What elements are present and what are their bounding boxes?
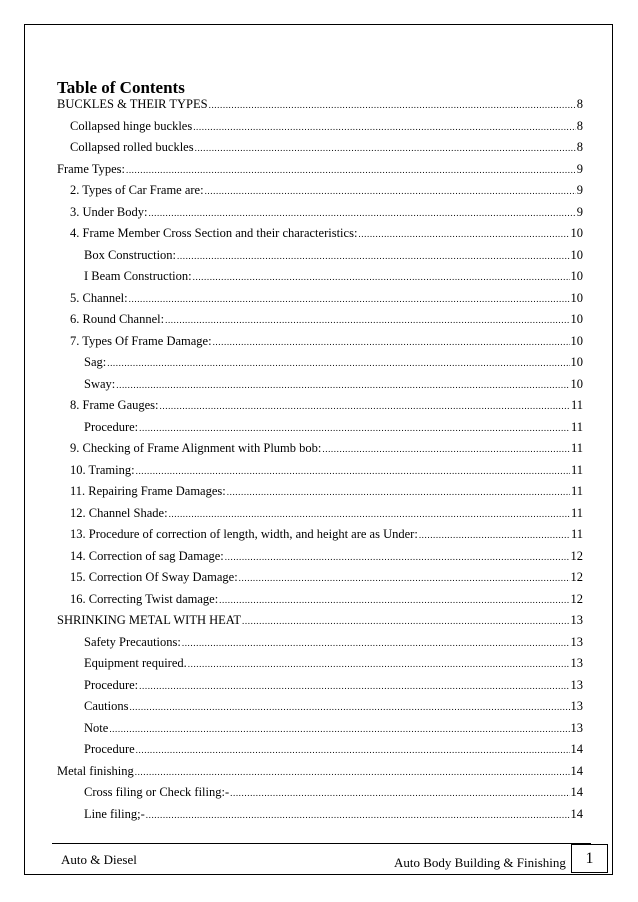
- toc-entry-page: 14: [570, 742, 583, 756]
- toc-entry[interactable]: [57, 698, 583, 720]
- toc-entry[interactable]: [57, 290, 583, 312]
- toc-entry[interactable]: [57, 483, 583, 505]
- toc-entry[interactable]: [57, 204, 583, 226]
- toc-entry-label: 8. Frame Gauges:: [70, 398, 159, 412]
- toc-entry-page: 13: [570, 613, 583, 627]
- toc-title: Table of Contents: [57, 78, 185, 97]
- toc-list: [57, 96, 583, 827]
- toc-entry[interactable]: [57, 182, 583, 204]
- toc-entry-page: 11: [570, 527, 583, 541]
- toc-entry-page: 8: [576, 97, 583, 111]
- toc-entry-page: 13: [570, 720, 583, 735]
- toc-dot-leader: [225, 549, 570, 565]
- toc-dot-leader: [239, 570, 570, 586]
- toc-entry-page: 12: [570, 591, 583, 606]
- toc-entry-label: 9. Checking of Frame Alignment with Plumb bob:: [70, 441, 322, 455]
- toc-entry-page: 13: [570, 656, 583, 670]
- toc-dot-leader: [227, 484, 570, 500]
- toc-entry-page: 11: [570, 484, 583, 498]
- toc-dot-leader: [136, 742, 570, 758]
- toc-entry[interactable]: [57, 161, 583, 183]
- toc-entry-label: Frame Types:: [57, 161, 125, 176]
- toc-entry-page: 12: [570, 548, 583, 563]
- toc-dot-leader: [242, 613, 569, 629]
- toc-entry-label: Sway:: [84, 376, 116, 391]
- toc-entry[interactable]: [57, 548, 583, 570]
- toc-entry[interactable]: [57, 354, 583, 376]
- toc-dot-leader: [148, 205, 575, 221]
- toc-entry[interactable]: [57, 440, 583, 462]
- toc-entry-label: Collapsed rolled buckles: [70, 140, 194, 154]
- toc-entry-label: Safety Precautions:: [84, 634, 181, 649]
- toc-entry-page: 11: [570, 462, 583, 477]
- toc-entry-label: Note: [84, 720, 109, 735]
- toc-dot-leader: [126, 162, 576, 178]
- toc-entry-label: SHRINKING METAL WITH HEAT: [57, 613, 242, 627]
- toc-entry-page: 14: [570, 763, 583, 778]
- toc-dot-leader: [135, 764, 570, 780]
- toc-entry[interactable]: [57, 612, 583, 634]
- toc-dot-leader: [419, 527, 570, 543]
- toc-entry[interactable]: [57, 505, 583, 527]
- toc-entry-label: 3. Under Body:: [70, 204, 148, 219]
- page-number: 1: [585, 849, 594, 867]
- toc-entry-page: 9: [576, 204, 583, 219]
- toc-entry-label: 7. Types Of Frame Damage:: [70, 333, 212, 348]
- toc-entry-page: 10: [570, 312, 583, 326]
- toc-dot-leader: [129, 291, 570, 307]
- page-number-box: [571, 844, 608, 873]
- toc-entry[interactable]: [57, 720, 583, 742]
- toc-dot-leader: [169, 506, 570, 522]
- toc-dot-leader: [116, 377, 569, 393]
- toc-entry-label: Procedure:: [84, 419, 139, 434]
- footer-right-text: Auto Body Building & Finishing: [394, 855, 566, 870]
- toc-dot-leader: [129, 699, 569, 715]
- footer-divider: [52, 843, 591, 844]
- toc-entry[interactable]: [57, 569, 583, 591]
- toc-entry-page: 11: [570, 505, 583, 520]
- toc-entry[interactable]: [57, 397, 583, 419]
- toc-dot-leader: [139, 420, 570, 436]
- toc-dot-leader: [230, 785, 569, 801]
- toc-entry-page: 10: [570, 376, 583, 391]
- toc-entry-label: 2. Types of Car Frame are:: [70, 183, 204, 197]
- toc-entry-label: Metal finishing: [57, 763, 134, 778]
- toc-dot-leader: [165, 312, 569, 328]
- toc-dot-leader: [322, 441, 570, 457]
- toc-entry[interactable]: [57, 311, 583, 333]
- toc-dot-leader: [188, 656, 570, 672]
- toc-entry-label: 6. Round Channel:: [70, 312, 165, 326]
- toc-entry-page: 10: [570, 355, 583, 369]
- toc-entry[interactable]: [57, 526, 583, 548]
- toc-entry[interactable]: [57, 784, 583, 806]
- toc-entry-label: I Beam Construction:: [84, 269, 192, 283]
- toc-dot-leader: [213, 334, 570, 350]
- toc-dot-leader: [182, 635, 570, 651]
- toc-entry[interactable]: [57, 462, 583, 484]
- toc-entry-label: 16. Correcting Twist damage:: [70, 591, 219, 606]
- toc-entry-label: 14. Correction of sag Damage:: [70, 548, 224, 563]
- toc-entry-page: 10: [570, 226, 583, 240]
- toc-dot-leader: [136, 463, 570, 479]
- toc-dot-leader: [107, 355, 569, 371]
- toc-entry-label: Line filing;-: [84, 806, 145, 821]
- toc-entry-page: 10: [570, 333, 583, 348]
- toc-dot-leader: [177, 248, 569, 264]
- toc-entry-label: Collapsed hinge buckles: [70, 118, 193, 133]
- toc-entry[interactable]: [57, 806, 583, 828]
- toc-entry[interactable]: [57, 677, 583, 699]
- toc-entry-page: 11: [570, 441, 583, 455]
- toc-entry[interactable]: [57, 763, 583, 785]
- toc-dot-leader: [209, 97, 576, 113]
- toc-entry-label: 5. Channel:: [70, 290, 128, 305]
- toc-entry[interactable]: [57, 376, 583, 398]
- toc-entry-label: Cautions: [84, 699, 129, 713]
- toc-dot-leader: [193, 119, 576, 135]
- toc-entry-page: 8: [576, 118, 583, 133]
- toc-entry-page: 13: [570, 699, 583, 713]
- toc-entry-page: 10: [570, 247, 583, 262]
- toc-entry-label: BUCKLES & THEIR TYPES: [57, 97, 208, 111]
- toc-entry-label: Cross filing or Check filing:-: [84, 785, 230, 799]
- toc-entry-label: 11. Repairing Frame Damages:: [70, 484, 226, 498]
- toc-entry[interactable]: [57, 419, 583, 441]
- toc-dot-leader: [195, 140, 576, 156]
- toc-entry-label: Equipment required.: [84, 656, 187, 670]
- footer-left-text: Auto & Diesel: [61, 852, 137, 867]
- toc-entry-label: Procedure: [84, 742, 135, 756]
- toc-dot-leader: [160, 398, 570, 414]
- toc-entry-page: 13: [570, 677, 583, 692]
- toc-entry-page: 10: [570, 269, 583, 283]
- toc-entry-page: 11: [570, 398, 583, 412]
- toc-entry-page: 9: [576, 161, 583, 176]
- toc-entry[interactable]: [57, 634, 583, 656]
- toc-entry[interactable]: [57, 225, 583, 247]
- toc-entry-label: 10. Traming:: [70, 462, 135, 477]
- toc-entry-label: 12. Channel Shade:: [70, 505, 168, 520]
- toc-entry-page: 13: [570, 634, 583, 649]
- toc-entry[interactable]: [57, 333, 583, 355]
- toc-entry-label: Procedure:: [84, 677, 139, 692]
- toc-entry-page: 14: [570, 785, 583, 799]
- toc-dot-leader: [205, 183, 576, 199]
- toc-entry[interactable]: [57, 118, 583, 140]
- toc-entry-label: Sag:: [84, 355, 107, 369]
- toc-entry-label: Box Construction:: [84, 247, 177, 262]
- toc-entry-page: 9: [576, 183, 583, 197]
- toc-entry-label: 4. Frame Member Cross Section and their characteristics:: [70, 226, 358, 240]
- toc-entry-label: 13. Procedure of correction of length, width, and height are as Under:: [70, 527, 418, 541]
- toc-entry-page: 8: [576, 140, 583, 154]
- toc-entry-page: 14: [570, 806, 583, 821]
- toc-entry-label: 15. Correction Of Sway Damage:: [70, 570, 238, 584]
- toc-entry-page: 12: [570, 570, 583, 584]
- toc-entry[interactable]: [57, 655, 583, 677]
- toc-dot-leader: [358, 226, 569, 242]
- toc-dot-leader: [219, 592, 569, 608]
- toc-entry[interactable]: [57, 247, 583, 269]
- toc-entry[interactable]: [57, 741, 583, 763]
- toc-entry[interactable]: [57, 591, 583, 613]
- toc-entry[interactable]: [57, 139, 583, 161]
- toc-entry-page: 10: [570, 290, 583, 305]
- toc-dot-leader: [139, 678, 569, 694]
- toc-entry[interactable]: [57, 96, 583, 118]
- toc-dot-leader: [146, 807, 570, 823]
- toc-entry[interactable]: [57, 268, 583, 290]
- toc-entry-page: 11: [570, 419, 583, 434]
- toc-dot-leader: [193, 269, 570, 285]
- toc-dot-leader: [109, 721, 569, 737]
